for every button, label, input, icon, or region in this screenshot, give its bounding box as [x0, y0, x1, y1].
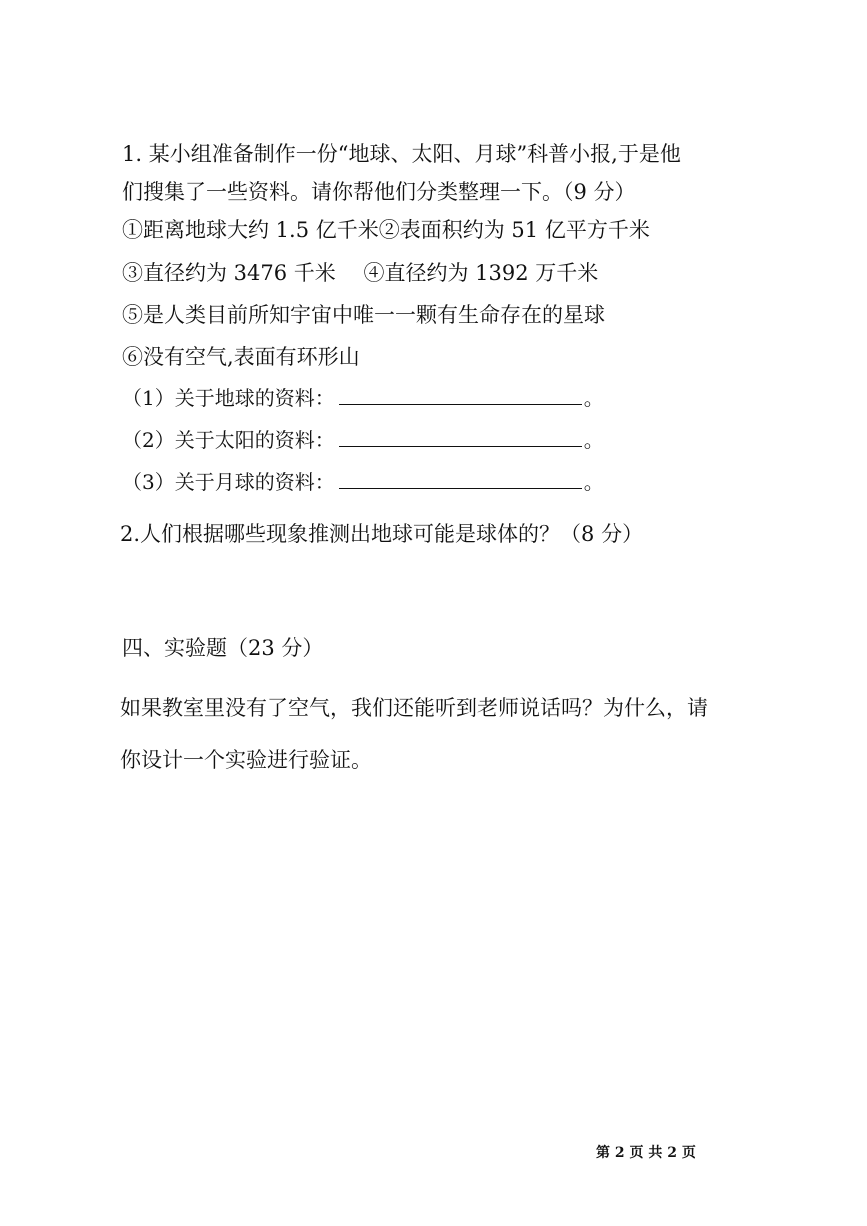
q1-sub-2 — [122, 426, 604, 454]
section-4-question-line-2: 你设计一个实验进行验证。 — [120, 748, 372, 772]
q1-sub-1-end: 。 — [583, 386, 604, 410]
q1-sub-3-answer-blank[interactable] — [339, 468, 582, 489]
q1-sub-3-end: 。 — [583, 470, 604, 494]
q1-stem-line-2: 们搜集了一些资料。请你帮他们分类整理一下。（9 分） — [122, 180, 636, 204]
q1-sub-1-answer-blank[interactable] — [339, 384, 582, 405]
page-number-footer: 第 2 页 共 2 页 — [596, 1145, 696, 1161]
q1-item-6: ⑥没有空气,表面有环形山 — [122, 345, 360, 369]
q1-sub-3-label: （3）关于月球的资料： — [122, 470, 335, 494]
q1-sub-2-answer-blank[interactable] — [339, 426, 582, 447]
q1-sub-1-label: （1）关于地球的资料： — [122, 386, 335, 410]
q1-item-3-4: ③直径约为 3476 千米 ④直径约为 1392 万千米 — [122, 261, 599, 285]
q2-text: 2.人们根据哪些现象推测出地球可能是球体的？（8 分） — [120, 522, 644, 546]
q1-stem-line-1: 1. 某小组准备制作一份“地球、太阳、月球”科普小报,于是他 — [122, 142, 681, 166]
section-4-heading: 四、实验题（23 分） — [122, 636, 324, 660]
q1-item-1-2: ①距离地球大约 1.5 亿千米②表面积约为 51 亿平方千米 — [122, 218, 650, 242]
q1-sub-2-end: 。 — [583, 428, 604, 452]
section-4-question-line-1: 如果教室里没有了空气，我们还能听到老师说话吗？为什么，请 — [120, 696, 708, 720]
q1-sub-2-label: （2）关于太阳的资料： — [122, 428, 335, 452]
q1-sub-3 — [122, 468, 604, 496]
q1-sub-1 — [122, 384, 604, 412]
q1-item-5: ⑤是人类目前所知宇宙中唯一一颗有生命存在的星球 — [122, 303, 605, 327]
